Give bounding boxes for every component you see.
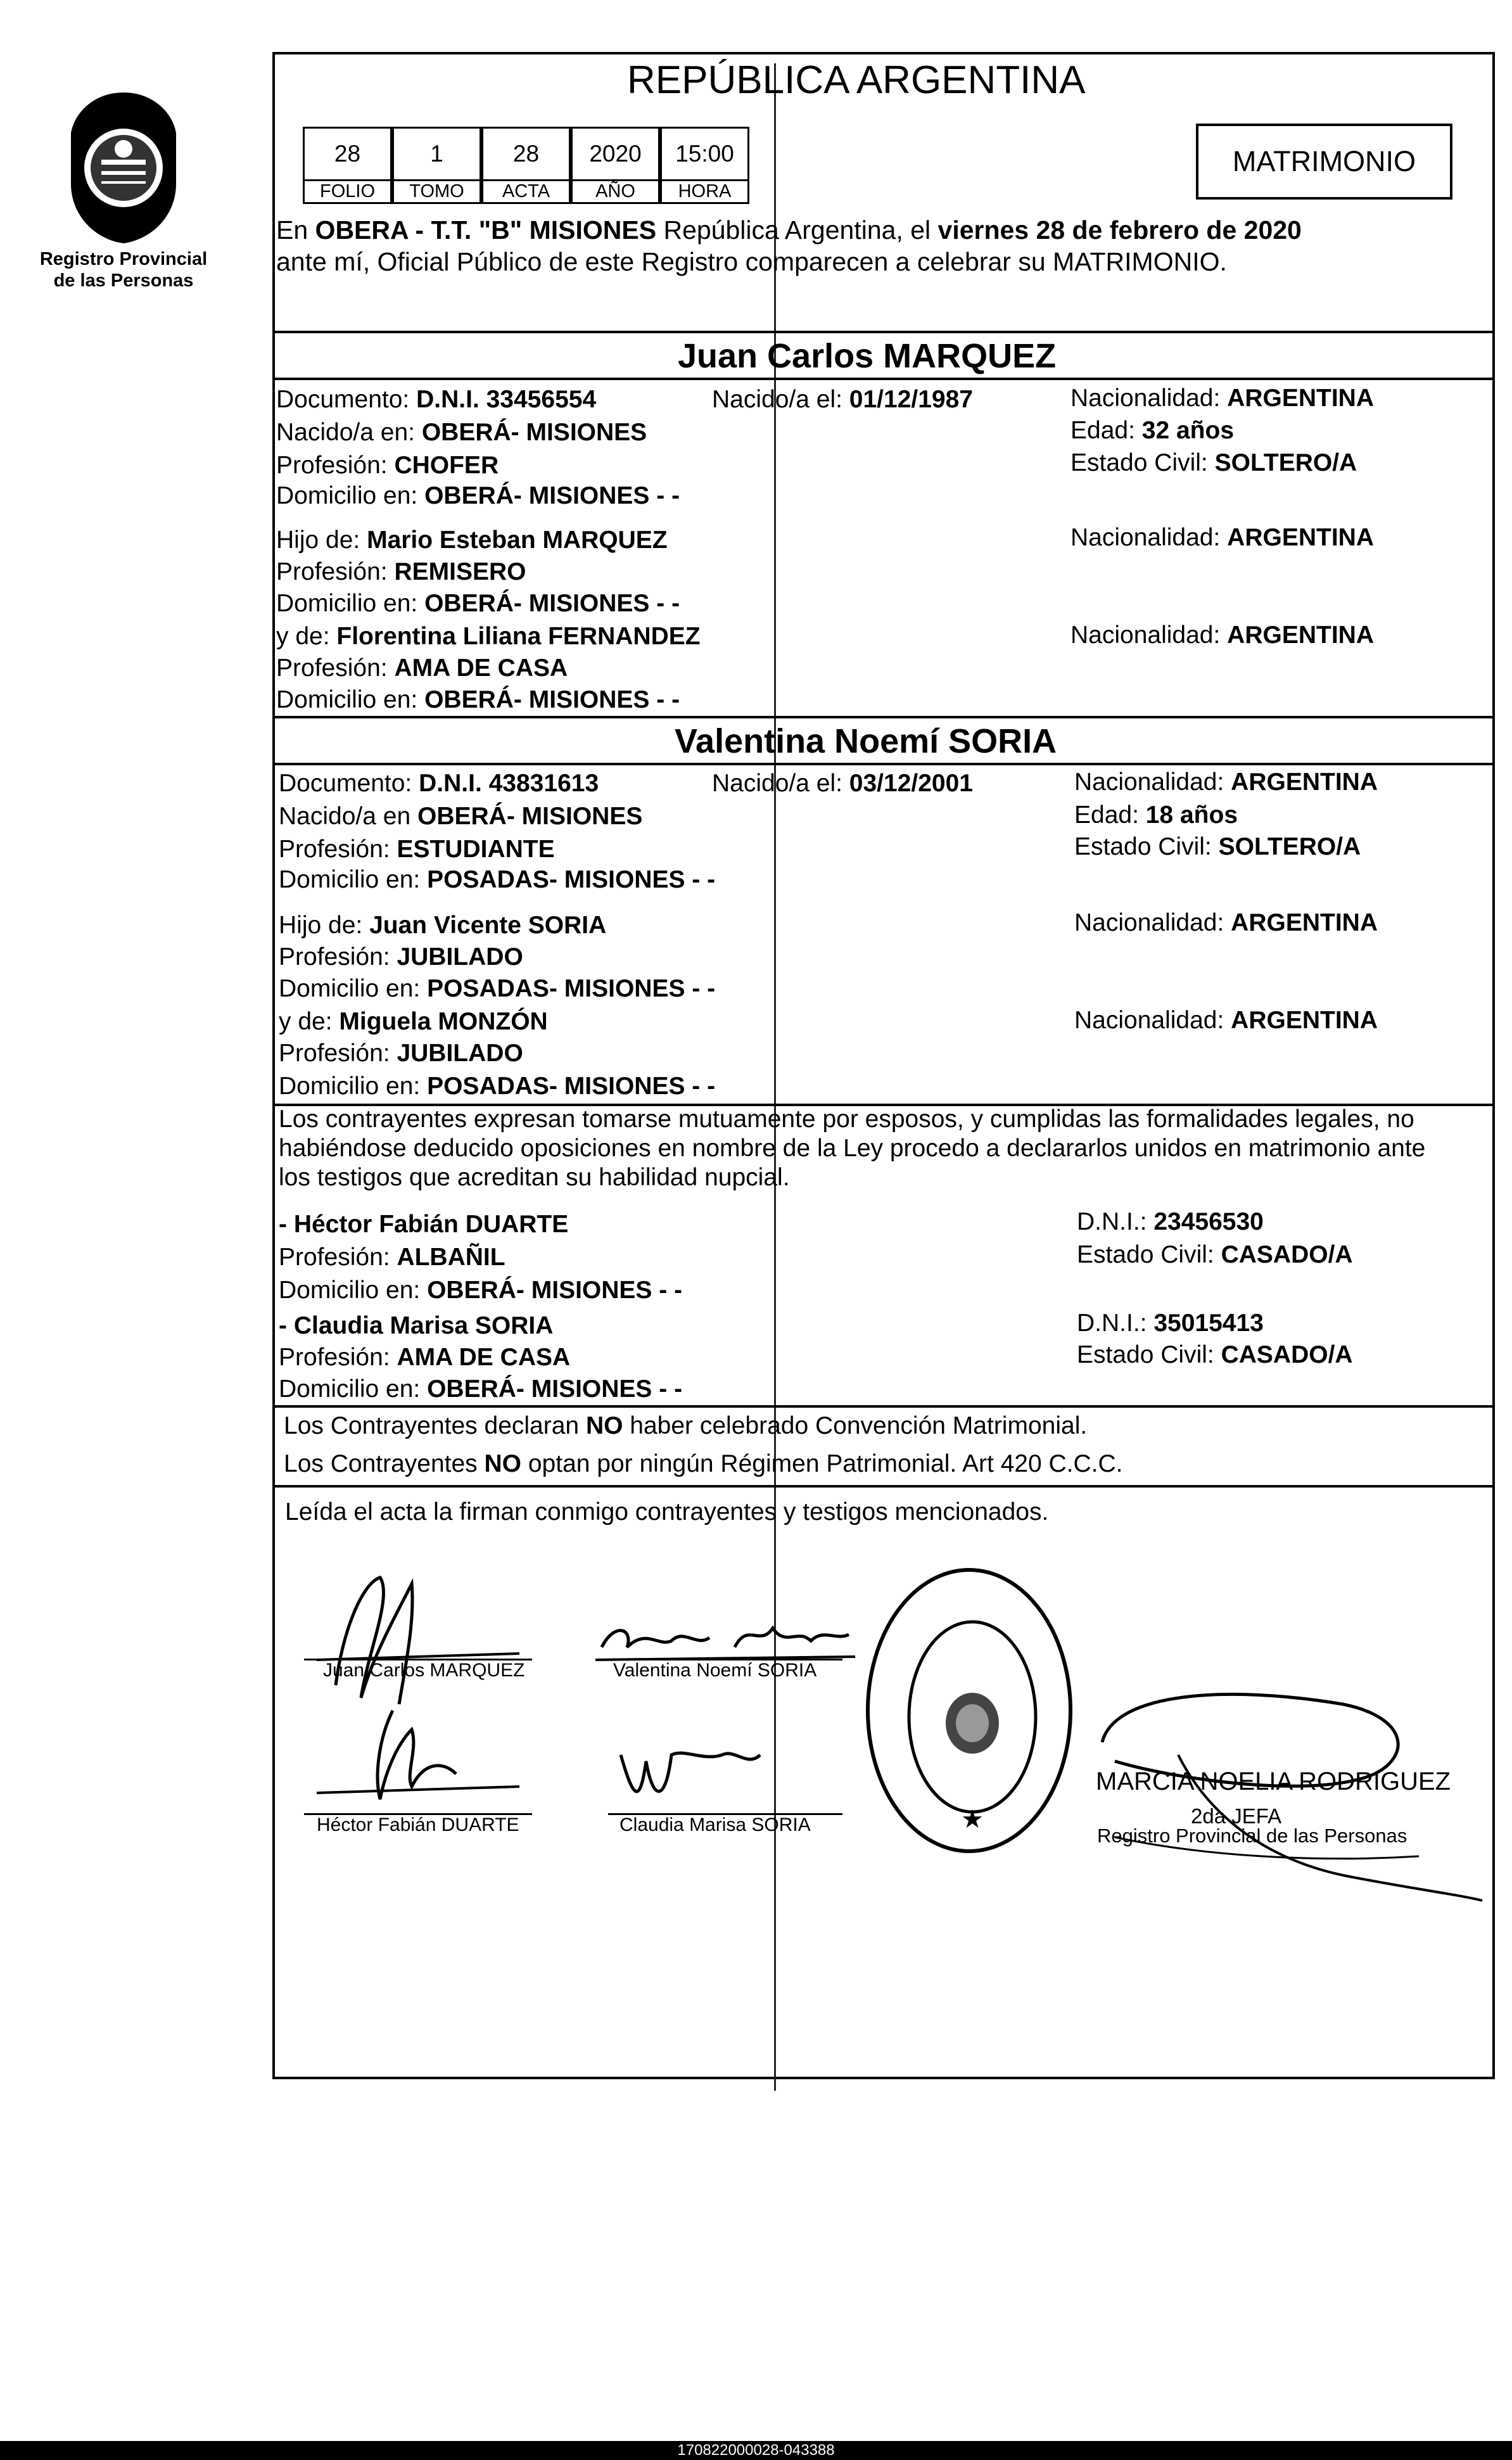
footer-code: 170822000028-043388 bbox=[677, 2442, 835, 2459]
bride-age: Edad: 18 años bbox=[1074, 801, 1238, 829]
acta-label: ACTA bbox=[481, 179, 571, 204]
bride-doc: Documento: D.N.I. 43831613 bbox=[279, 770, 599, 797]
delegation-stamp bbox=[861, 1565, 1077, 1856]
witness2-civil: Estado Civil: CASADO/A bbox=[1077, 1341, 1353, 1368]
witness2-dni: D.N.I.: 35015413 bbox=[1077, 1310, 1264, 1337]
groom-mother-profession: Profesión: AMA DE CASA bbox=[276, 654, 568, 682]
groom-birthplace: Nacido/a en: OBERÁ- MISIONES bbox=[276, 419, 647, 446]
logo-line2: de las Personas bbox=[53, 271, 194, 291]
regime-line1: Los Contrayentes declaran NO haber celebrado Convención Matrimonial. bbox=[284, 1412, 1088, 1439]
witness1-profession: Profesión: ALBAÑIL bbox=[279, 1244, 505, 1271]
record-table bbox=[303, 127, 749, 204]
groom-mother-nationality: Nacionalidad: ARGENTINA bbox=[1070, 621, 1375, 649]
witness1-civil: Estado Civil: CASADO/A bbox=[1077, 1241, 1353, 1268]
groom-father-profession: Profesión: REMISERO bbox=[276, 558, 526, 585]
declaration-line1: Los contrayentes expresan tomarse mutuamente por esposos, y cumplidas las formalidades legales, no bbox=[279, 1106, 1414, 1133]
witness2-signature-label: Claudia Marisa SORIA bbox=[619, 1814, 811, 1835]
bride-father-nationality: Nacionalidad: ARGENTINA bbox=[1074, 909, 1378, 936]
hora-label: HORA bbox=[660, 179, 749, 204]
witness1-signature bbox=[304, 1698, 532, 1812]
bride-born: Nacido/a el: 03/12/2001 bbox=[712, 770, 973, 797]
ano-label: AÑO bbox=[571, 179, 660, 204]
bride-civil-status: Estado Civil: SOLTERO/A bbox=[1074, 833, 1361, 860]
province-seal-logo bbox=[57, 89, 190, 247]
ano-value: 2020 bbox=[571, 127, 660, 181]
witness2-profession: Profesión: AMA DE CASA bbox=[279, 1344, 571, 1371]
svg-text:★: ★ bbox=[961, 1806, 984, 1833]
groom-name: Juan Carlos MARQUEZ bbox=[678, 337, 1057, 375]
acta-value: 28 bbox=[481, 127, 571, 181]
groom-civil-status: Estado Civil: SOLTERO/A bbox=[1070, 449, 1357, 476]
intro-date: viernes 28 de febrero de 2020 bbox=[937, 215, 1302, 245]
groom-doc: Documento: D.N.I. 33456554 bbox=[276, 386, 597, 413]
groom-signature-label: Juan Carlos MARQUEZ bbox=[323, 1660, 525, 1681]
intro-line1: En OBERA - T.T. "B" MISIONES República Argentina, el viernes 28 de febrero de 2020 bbox=[276, 215, 1302, 245]
official-org: Registro Provincial de las Personas bbox=[1097, 1825, 1407, 1847]
witness1-domicile: Domicilio en: OBERÁ- MISIONES - - bbox=[279, 1277, 683, 1304]
intro-place: OBERA - T.T. "B" MISIONES bbox=[315, 215, 657, 245]
declaration-line3: los testigos que acreditan su habilidad nupcial. bbox=[279, 1164, 790, 1191]
witness1-name: - Héctor Fabián DUARTE bbox=[279, 1211, 569, 1238]
document-type: MATRIMONIO bbox=[1232, 145, 1416, 177]
bride-mother: y de: Miguela MONZÓN bbox=[279, 1008, 548, 1035]
witness1-signature-label: Héctor Fabián DUARTE bbox=[317, 1814, 519, 1835]
bride-mother-profession: Profesión: JUBILADO bbox=[279, 1040, 523, 1067]
regime-line2: Los Contrayentes NO optan por ningún Régimen Patrimonial. Art 420 C.C.C. bbox=[284, 1450, 1123, 1477]
witness2-signature bbox=[595, 1736, 823, 1818]
bride-father: Hijo de: Juan Vicente SORIA bbox=[279, 912, 607, 939]
groom-father-nationality: Nacionalidad: ARGENTINA bbox=[1070, 524, 1375, 551]
folio-value: 28 bbox=[303, 127, 392, 181]
groom-mother-domicile: Domicilio en: OBERÁ- MISIONES - - bbox=[276, 686, 680, 713]
official-name: MARCIA NOELIA RODRIGUEZ bbox=[1096, 1768, 1451, 1795]
official-signature bbox=[1077, 1666, 1489, 1932]
bride-domicile: Domicilio en: POSADAS- MISIONES - - bbox=[279, 866, 716, 893]
bride-name: Valentina Noemí SORIA bbox=[675, 722, 1057, 760]
page-title: REPÚBLICA ARGENTINA bbox=[627, 58, 1086, 102]
bride-birthplace: Nacido/a en OBERÁ- MISIONES bbox=[279, 803, 643, 830]
groom-father-domicile: Domicilio en: OBERÁ- MISIONES - - bbox=[276, 590, 680, 617]
folio-label: FOLIO bbox=[303, 179, 392, 204]
witness2-domicile: Domicilio en: OBERÁ- MISIONES - - bbox=[279, 1375, 683, 1403]
groom-domicile: Domicilio en: OBERÁ- MISIONES - - bbox=[276, 482, 680, 509]
logo-line1: Registro Provincial bbox=[39, 249, 208, 269]
official-title: 2da JEFA bbox=[1191, 1804, 1282, 1828]
witness2-name: - Claudia Marisa SORIA bbox=[279, 1312, 554, 1339]
groom-age: Edad: 32 años bbox=[1070, 417, 1235, 444]
intro-line2: ante mí, Oficial Público de este Registro comparecen a celebrar su MATRIMONIO. bbox=[276, 247, 1227, 276]
tomo-value: 1 bbox=[392, 127, 481, 181]
hora-value: 15:00 bbox=[660, 127, 749, 181]
groom-born: Nacido/a el: 01/12/1987 bbox=[712, 386, 973, 413]
bride-signature-label: Valentina Noemí SORIA bbox=[613, 1660, 817, 1681]
bride-mother-nationality: Nacionalidad: ARGENTINA bbox=[1074, 1007, 1378, 1034]
bride-father-domicile: Domicilio en: POSADAS- MISIONES - - bbox=[279, 975, 716, 1002]
bride-profession: Profesión: ESTUDIANTE bbox=[279, 836, 555, 863]
groom-nationality: Nacionalidad: ARGENTINA bbox=[1070, 385, 1375, 412]
bride-nationality: Nacionalidad: ARGENTINA bbox=[1074, 768, 1378, 796]
closing-text: Leída el acta la firman conmigo contrayentes y testigos mencionados. bbox=[285, 1498, 1049, 1526]
groom-father: Hijo de: Mario Esteban MARQUEZ bbox=[276, 526, 668, 554]
tomo-label: TOMO bbox=[392, 179, 481, 204]
groom-mother: y de: Florentina Liliana FERNANDEZ bbox=[276, 623, 701, 650]
bride-father-profession: Profesión: JUBILADO bbox=[279, 943, 523, 971]
witness1-dni: D.N.I.: 23456530 bbox=[1077, 1208, 1264, 1235]
declaration-line2: habiéndose deducido oposiciones en nombre de la Ley procedo a declararlos unidos en matrimonio ante bbox=[279, 1135, 1426, 1162]
bride-mother-domicile: Domicilio en: POSADAS- MISIONES - - bbox=[279, 1073, 716, 1100]
document-type-box bbox=[1196, 124, 1452, 200]
groom-profession: Profesión: CHOFER bbox=[276, 452, 499, 479]
footer-code-bar bbox=[0, 2441, 1512, 2460]
